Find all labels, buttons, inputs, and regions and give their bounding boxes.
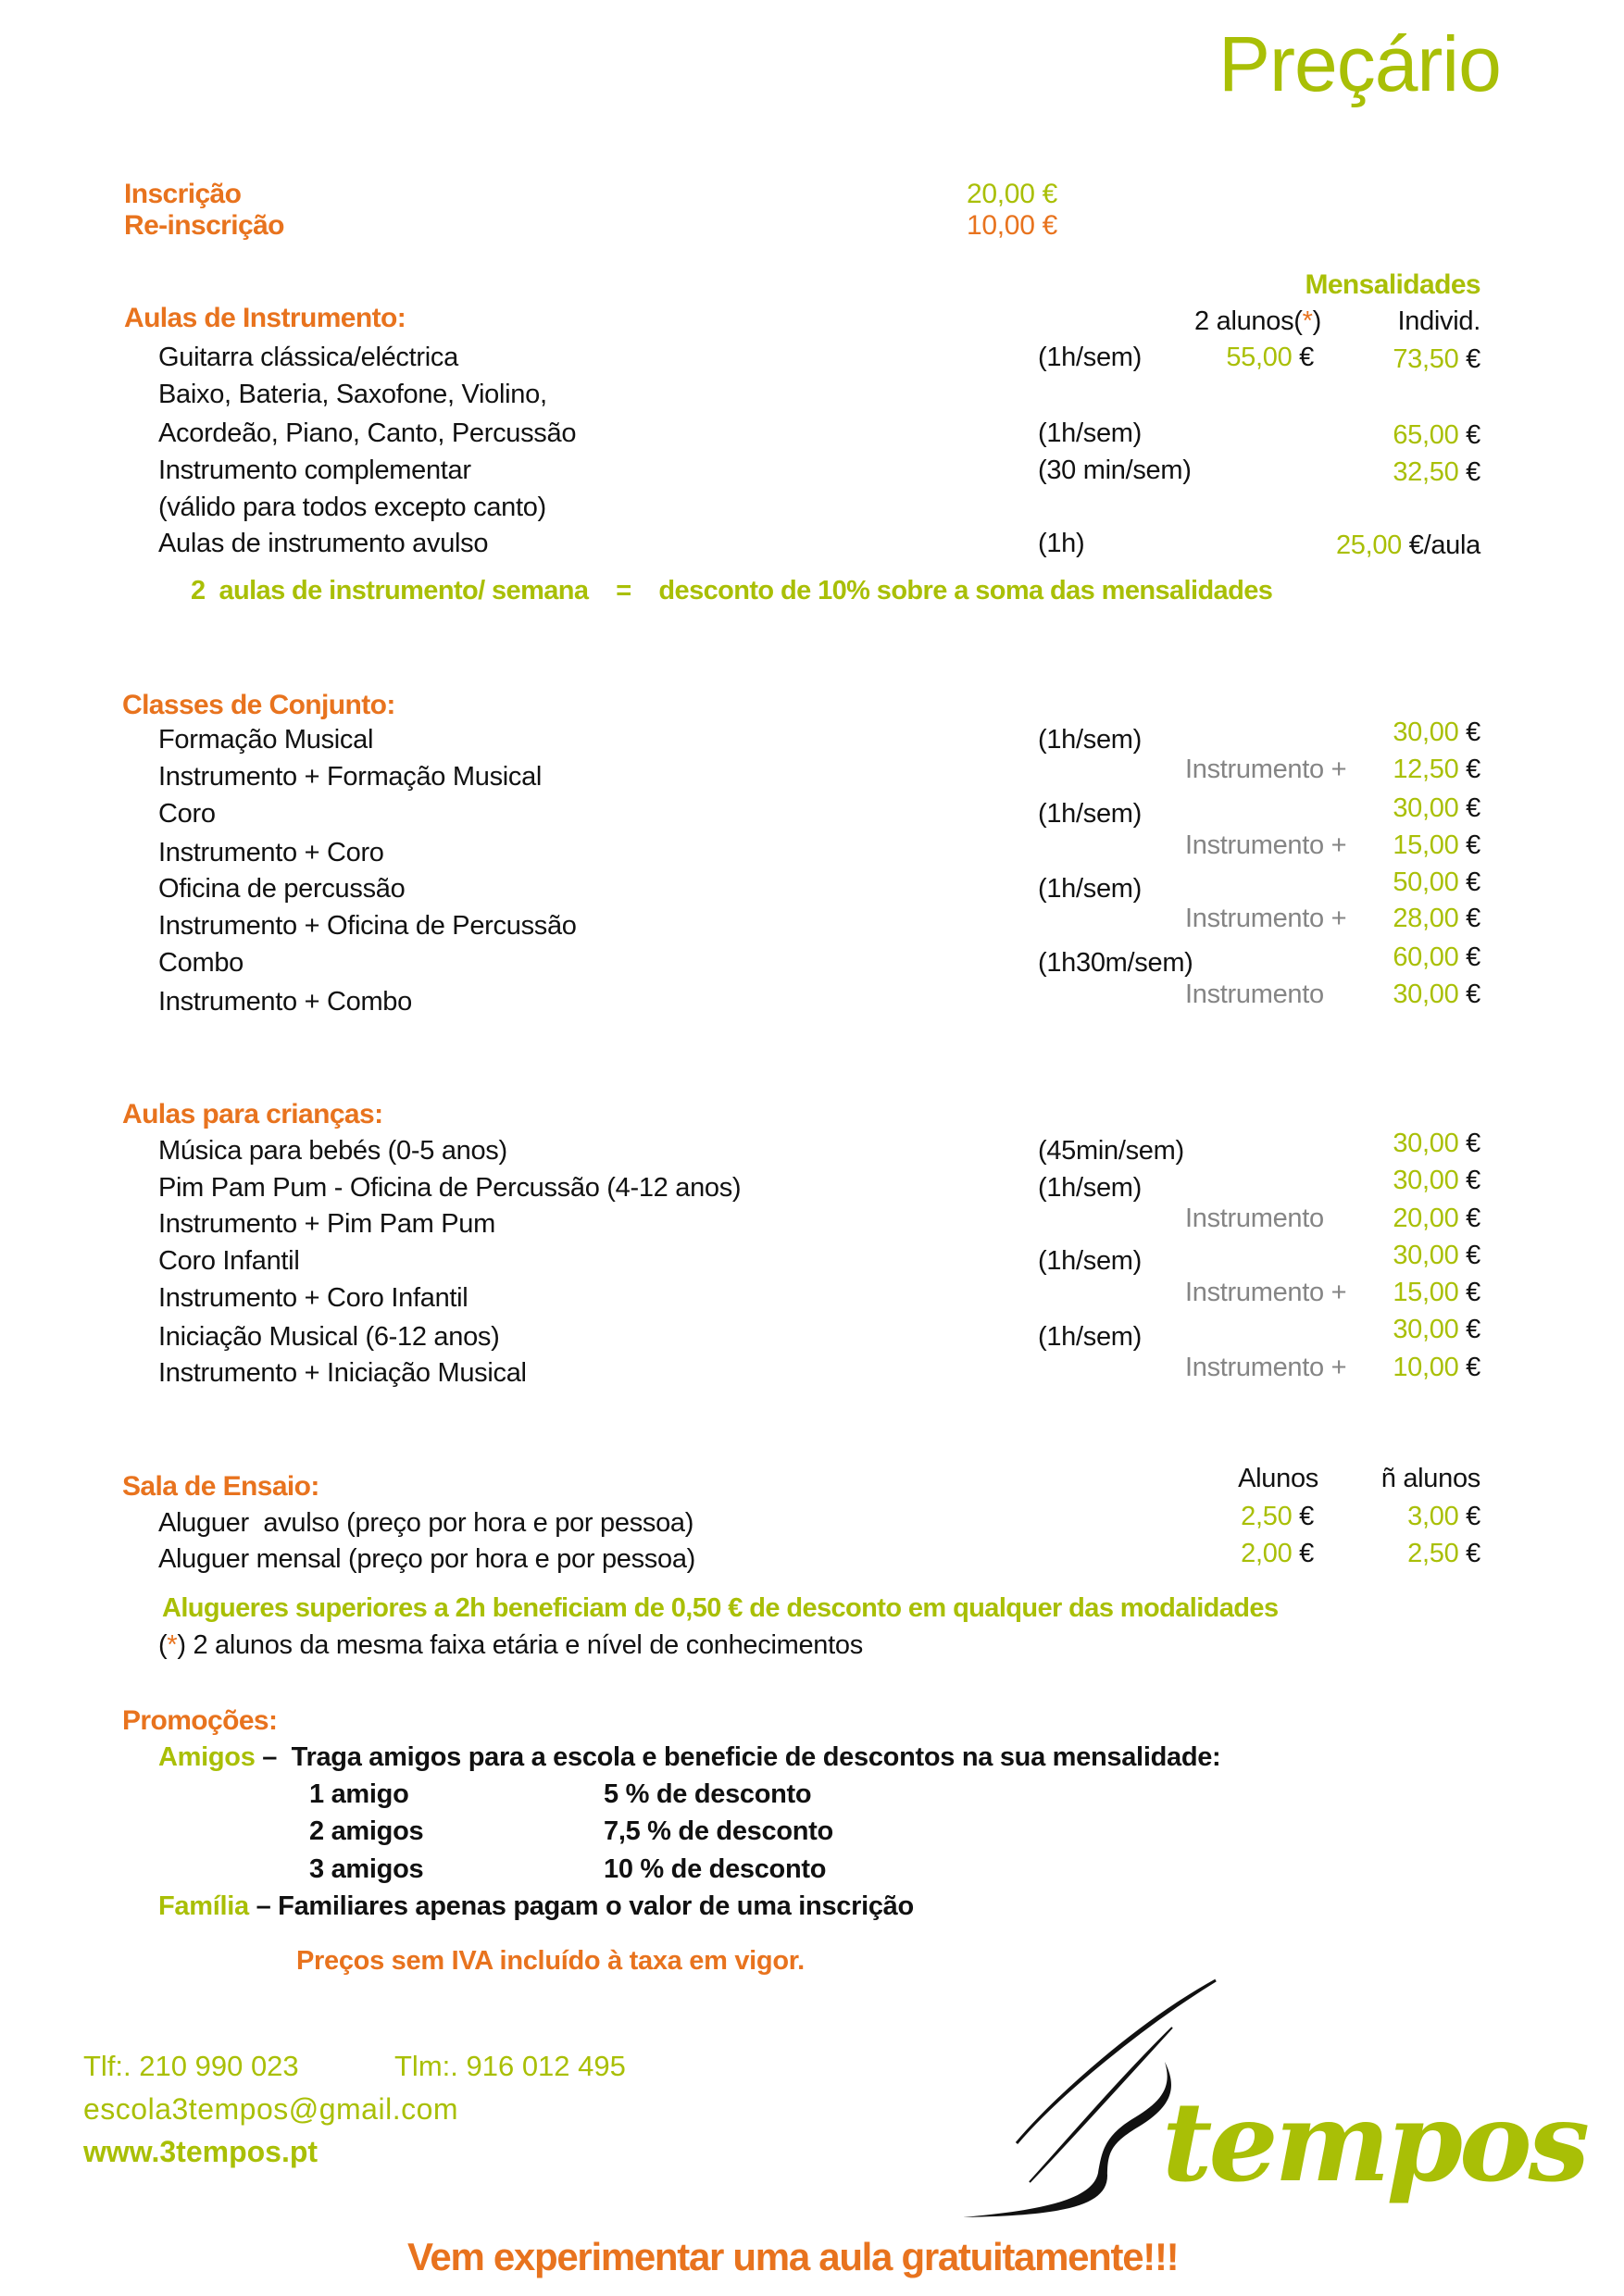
asterisk-marker: *: [1302, 306, 1313, 336]
row-label: Pim Pam Pum - Oficina de Percussão (4-12 anos): [158, 1173, 742, 1203]
non-students-price: [1407, 1504, 1480, 1530]
row-label: Acordeão, Piano, Canto, Percussão: [158, 418, 577, 448]
row-label: Coro: [158, 799, 216, 829]
friends-tier-count: 2 amigos: [309, 1816, 424, 1846]
row-period: (1h/sem): [1038, 725, 1143, 755]
footnote-text: ) 2 alunos da mesma faixa etária e nível de conhecimentos: [177, 1630, 863, 1660]
logo-wordmark: tempos: [1162, 2078, 1587, 2206]
row-label: Instrumento + Combo: [158, 987, 412, 1017]
instrument-combo-label: Instrumento +: [1185, 1278, 1347, 1307]
price-value: 32,50: [1393, 457, 1459, 487]
promotions-heading: Promoções:: [122, 1705, 278, 1736]
price-value: 30,00: [1393, 1129, 1459, 1158]
row-price: [1393, 1205, 1480, 1232]
row-period: (1h/sem): [1038, 343, 1143, 372]
instrument-combo-label: Instrumento +: [1185, 904, 1347, 933]
price-value: 2,50: [1407, 1539, 1459, 1568]
euro-symbol: €: [1458, 344, 1480, 374]
row-price: [1393, 795, 1480, 822]
monthly-fees-heading: Mensalidades: [1305, 269, 1480, 300]
instrument-combo-label: Instrumento +: [1185, 830, 1347, 860]
instrument-combo-label: Instrumento: [1185, 1204, 1324, 1233]
euro-symbol: €: [1458, 867, 1480, 897]
page-title: Preçário: [1218, 20, 1501, 107]
row-price: [1393, 756, 1480, 783]
individual-price: [1393, 422, 1480, 449]
two-students-label: 2 alunos(: [1194, 306, 1303, 336]
individual-price: [1393, 346, 1480, 373]
row-label: Formação Musical: [158, 725, 374, 755]
euro-symbol: €: [1458, 1353, 1480, 1382]
students-price: [1241, 1541, 1314, 1567]
price-value: 28,00: [1393, 904, 1459, 933]
individual-price: [1393, 459, 1480, 486]
price-value: 60,00: [1393, 942, 1459, 972]
row-label: Iniciação Musical (6-12 anos): [158, 1322, 500, 1352]
euro-symbol: €: [1458, 1539, 1480, 1568]
row-label: Instrumento + Coro Infantil: [158, 1283, 468, 1313]
row-price: [1393, 1242, 1480, 1269]
euro-symbol: €: [1458, 420, 1480, 450]
row-price: [1393, 905, 1480, 932]
two-students-price: [1226, 344, 1314, 371]
row-price: [1393, 1354, 1480, 1381]
row-label: Combo: [158, 948, 244, 978]
non-students-price: [1407, 1541, 1480, 1567]
price-value: 10,00: [1393, 1353, 1459, 1382]
row-label: Instrumento + Formação Musical: [158, 762, 543, 792]
euro-symbol: €: [1458, 1204, 1480, 1233]
price-value: 30,00: [1393, 1241, 1459, 1270]
rehearsal-heading: Sala de Ensaio:: [122, 1471, 319, 1502]
vat-note: Preços sem IVA incluído à taxa em vigor.: [296, 1946, 805, 1976]
euro-symbol: €: [1458, 1315, 1480, 1344]
row-price: [1393, 981, 1480, 1008]
euro-symbol: €: [1458, 904, 1480, 933]
row-price: [1393, 869, 1480, 896]
row-label: Aluguer avulso (preço por hora e por pessoa): [158, 1508, 694, 1538]
price-value: 2,50: [1241, 1502, 1293, 1531]
row-period: (30 min/sem): [1038, 455, 1192, 485]
price-value: 20,00: [1393, 1204, 1459, 1233]
row-label: Música para bebés (0-5 anos): [158, 1136, 507, 1166]
row-label: (válido para todos excepto canto): [158, 493, 546, 522]
price-value: 30,00: [1393, 718, 1459, 747]
row-period: (1h/sem): [1038, 874, 1143, 904]
row-price: [1393, 719, 1480, 746]
friends-tier-count: 3 amigos: [309, 1854, 424, 1884]
row-price: [1393, 1167, 1480, 1194]
euro-symbol: €/aula: [1402, 530, 1480, 560]
price-value: 65,00: [1393, 420, 1459, 450]
instrument-combo-label: Instrumento +: [1185, 1353, 1347, 1382]
row-period: (1h/sem): [1038, 1246, 1143, 1276]
row-period: (1h/sem): [1038, 1173, 1143, 1203]
friends-tier-discount: 7,5 % de desconto: [604, 1816, 833, 1846]
price-value: 30,00: [1393, 1166, 1459, 1195]
two-students-close: ): [1312, 306, 1321, 336]
friends-tier-discount: 5 % de desconto: [604, 1779, 812, 1809]
euro-symbol: €: [1458, 718, 1480, 747]
price-value: 55,00: [1226, 343, 1293, 372]
row-label: Instrumento + Iniciação Musical: [158, 1358, 527, 1388]
registration-label: Inscrição: [124, 179, 242, 209]
row-period: (1h/sem): [1038, 1322, 1143, 1352]
euro-symbol: €: [1458, 1129, 1480, 1158]
two-students-column-header: [1194, 308, 1321, 335]
students-column-header: Alunos: [1238, 1464, 1318, 1493]
brand-logo: [954, 1977, 1587, 2217]
row-price: [1393, 1316, 1480, 1343]
individual-column-header: Individ.: [1397, 306, 1480, 336]
price-value: 25,00: [1335, 530, 1403, 560]
euro-symbol: €: [1458, 1278, 1480, 1307]
row-period: (1h): [1038, 529, 1085, 558]
friends-label: Amigos: [158, 1742, 256, 1772]
ensemble-heading: Classes de Conjunto:: [122, 690, 395, 720]
price-value: 2,00: [1241, 1539, 1293, 1568]
price-value: 30,00: [1393, 980, 1459, 1009]
row-price: [1393, 832, 1480, 859]
price-value: 50,00: [1393, 867, 1459, 897]
family-promo: [158, 1893, 914, 1920]
instrument-combo-label: Instrumento: [1185, 980, 1324, 1009]
euro-symbol: €: [1458, 980, 1480, 1009]
website-link[interactable]: www.3tempos.pt: [83, 2135, 319, 2168]
row-label: Instrumento + Coro: [158, 838, 384, 867]
non-students-column-header: ñ alunos: [1380, 1464, 1480, 1493]
re-registration-price: 10,00 €: [967, 210, 1057, 241]
individual-price: [1336, 532, 1480, 559]
row-label: Oficina de percussão: [158, 874, 406, 904]
price-value: 15,00: [1393, 830, 1459, 860]
mobile-number[interactable]: Tlm:. 916 012 495: [394, 2050, 626, 2082]
euro-symbol: €: [1458, 942, 1480, 972]
instrument-heading: Aulas de Instrumento:: [124, 303, 406, 333]
row-label: Aulas de instrumento avulso: [158, 529, 489, 558]
row-label: Guitarra clássica/eléctrica: [158, 343, 458, 372]
instrument-discount-note: 2 aulas de instrumento/ semana = desconto de 10% sobre a soma das mensalidades: [191, 576, 1273, 605]
friends-text: – Traga amigos para a escola e beneficie de descontos na sua mensalidade:: [255, 1742, 1221, 1772]
row-period: (1h30m/sem): [1038, 948, 1193, 978]
footnote-open: (: [158, 1630, 168, 1660]
students-price: [1241, 1504, 1314, 1530]
friends-tier-discount: 10 % de desconto: [604, 1854, 827, 1884]
family-label: Família: [158, 1891, 249, 1921]
rehearsal-discount-note: Alugueres superiores a 2h beneficiam de 0,50 € de desconto em qualquer das modalidades: [162, 1593, 1279, 1623]
euro-symbol: €: [1458, 793, 1480, 823]
footnote-asterisk: *: [167, 1630, 178, 1660]
price-value: 30,00: [1393, 793, 1459, 823]
euro-symbol: €: [1458, 1166, 1480, 1195]
row-label: Instrumento complementar: [158, 455, 471, 485]
friends-tier-count: 1 amigo: [309, 1779, 409, 1809]
row-period: (1h/sem): [1038, 799, 1143, 829]
row-label: Coro Infantil: [158, 1246, 300, 1276]
row-price: [1393, 1279, 1480, 1306]
row-price: [1393, 1130, 1480, 1157]
row-period: (1h/sem): [1038, 418, 1143, 448]
row-label: Aluguer mensal (preço por hora e por pessoa): [158, 1544, 696, 1574]
family-text: – Familiares apenas pagam o valor de uma inscrição: [248, 1891, 914, 1921]
children-heading: Aulas para crianças:: [122, 1099, 383, 1129]
euro-symbol: €: [1458, 1502, 1480, 1531]
row-label: Instrumento + Pim Pam Pum: [158, 1209, 495, 1239]
re-registration-label: Re-inscrição: [124, 210, 284, 241]
registration-price: 20,00 €: [967, 179, 1057, 209]
phone-number[interactable]: Tlf:. 210 990 023: [83, 2050, 299, 2082]
price-value: 30,00: [1393, 1315, 1459, 1344]
price-value: 15,00: [1393, 1278, 1459, 1307]
euro-symbol: €: [1292, 1502, 1314, 1531]
footnote: [158, 1632, 863, 1659]
price-value: 73,50: [1393, 344, 1459, 374]
row-label: Instrumento + Oficina de Percussão: [158, 911, 577, 941]
euro-symbol: €: [1292, 1539, 1314, 1568]
row-period: (45min/sem): [1038, 1136, 1184, 1166]
row-price: [1393, 944, 1480, 971]
email-link[interactable]: escola3tempos@gmail.com: [83, 2092, 459, 2126]
free-trial-cta: Vem experimentar uma aula gratuitamente!!!: [407, 2235, 1179, 2278]
euro-symbol: €: [1292, 343, 1314, 372]
friends-promo: [158, 1744, 1220, 1771]
euro-symbol: €: [1458, 1241, 1480, 1270]
price-value: 3,00: [1407, 1502, 1459, 1531]
price-value: 12,50: [1393, 755, 1459, 784]
euro-symbol: €: [1458, 457, 1480, 487]
instrument-combo-label: Instrumento +: [1185, 755, 1347, 784]
row-label: Baixo, Bateria, Saxofone, Violino,: [158, 380, 547, 409]
euro-symbol: €: [1458, 755, 1480, 784]
euro-symbol: €: [1458, 830, 1480, 860]
